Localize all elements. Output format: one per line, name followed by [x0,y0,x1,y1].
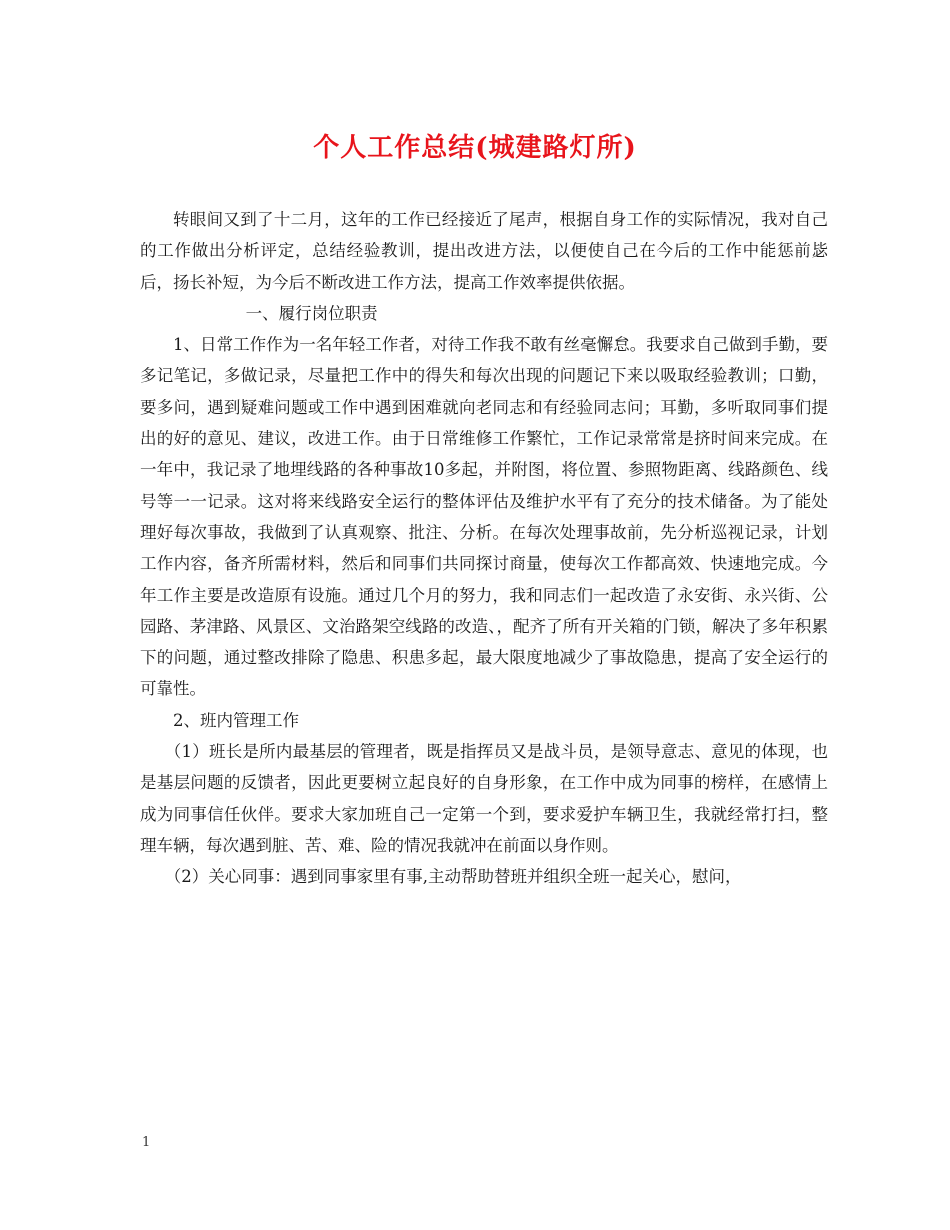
care-colleagues-paragraph: （2）关心同事：遇到同事家里有事,主动帮助替班并组织全班一起关心，慰问， [164,867,742,887]
team-leader-paragraph: （1）班长是所内最基层的管理者，既是指挥员又是战斗员，是领导意志、意见的体现，也是基层问题的反馈者，因此更要树立起良好的自身形象，在工作中成为同事的榜样，在感情上成为同事信任伙伴。要求大家加班自己一定第一个到，要求爱护车辆卫生，我就经常打扫，整理车辆，每次遇到脏、苦、难、险的情况我就冲在前面以身作则。 [140,742,828,855]
document-body [140,204,828,893]
page-number: 1 [142,1135,151,1150]
intro-paragraph: 转眼间又到了十二月，这年的工作已经接近了尾声，根据自身工作的实际情况，我对自己的工作做出分析评定，总结经验教训，提出改进方法，以便使自己在今后的工作中能惩前毖后，扬长补短，为今后不断改进工作方法，提高工作效率提供依据。 [140,210,828,292]
daily-work-paragraph: 1、日常工作作为一名年轻工作者，对待工作我不敢有丝毫懈怠。我要求自己做到手勤，要多记笔记，多做记录，尽量把工作中的得失和每次出现的问题记下来以吸取经验教训；口勤，要多问，遇到疑难问题或工作中遇到困难就向老同志和有经验同志问；耳勤，多听取同事们提出的好的意见、建议，改进工作。由于日常维修工作繁忙，工作记录常常是挤时间来完成。在一年中，我记录了地埋线路的各种事故10多起，并附图，将位置、参照物距离、线路颜色、线号等一一记录。这对将来线路安全运行的整体评估及维护水平有了充分的技术储备。为了能处理好每次事故，我做到了认真观察、批注、分析。在每次处理事故前，先分析巡视记录，计划工作内容，备齐所需材料，然后和同事们共同探讨商量，使每次工作都高效、快速地完成。今年工作主要是改造原有设施。通过几个月的努力，我和同志们一起改造了永安街、永兴街、公园路、茅津路、风景区、文治路架空线路的改造、，配齐了所有开关箱的门锁，解决了多年积累下的问题，通过整改排除了隐患、积患多起，最大限度地减少了事故隐患，提高了安全运行的可靠性。 [140,335,828,699]
document-title: 个人工作总结(城建路灯所) [313,133,637,163]
section-heading-duties: 一、履行岗位职责 [245,303,378,323]
team-management-heading: 2、班内管理工作 [173,710,299,730]
